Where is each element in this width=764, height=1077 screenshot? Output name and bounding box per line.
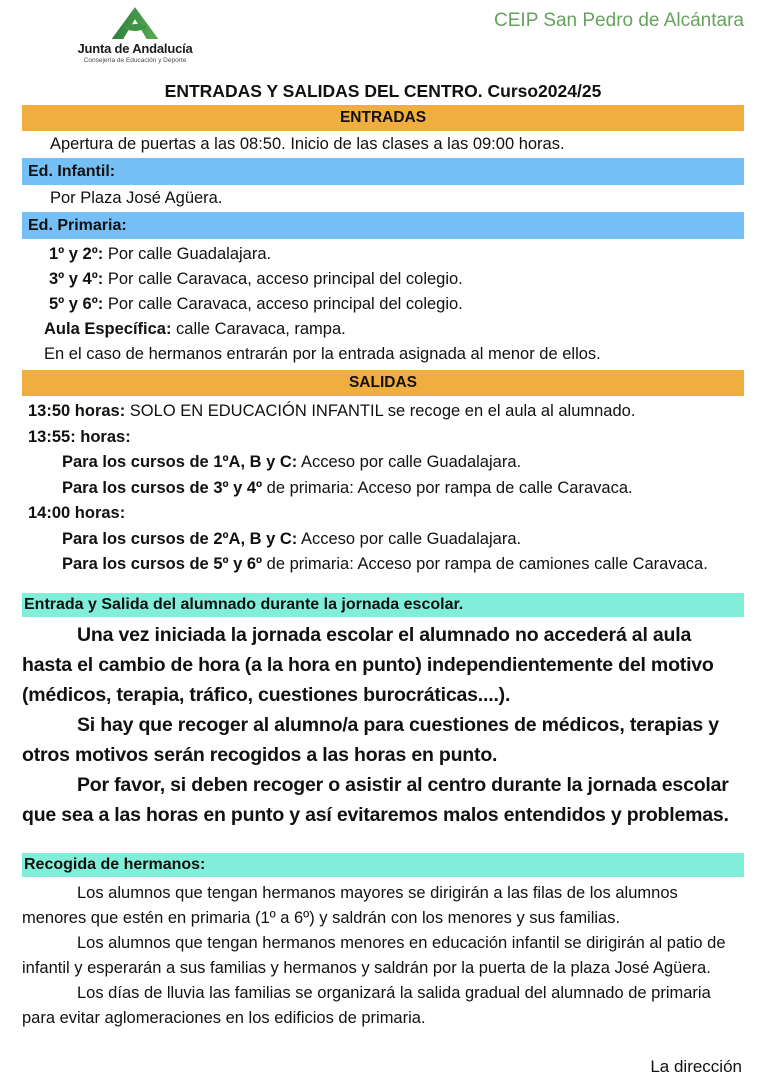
salidas-line-bold: Para los cursos de 3º y 4º <box>62 478 263 497</box>
primaria-line-bold: 3º y 4º: <box>49 270 104 288</box>
salidas-line-bold: 13:55: horas: <box>28 427 131 446</box>
salidas-line <box>22 425 744 451</box>
infantil-line <box>22 185 744 211</box>
salidas-banner: SALIDAS <box>22 370 744 396</box>
salidas-line-bold: 13:50 horas: <box>28 402 126 420</box>
junta-andalucia-a-icon <box>108 6 162 40</box>
hermanos-header: Recogida de hermanos: <box>22 853 744 877</box>
salidas-lines <box>22 399 744 578</box>
primaria-subheader: Ed. Primaria: <box>22 212 744 239</box>
salidas-line-rest: SOLO EN EDUCACIÓN INFANTIL se recoge en el aula al alumnado. <box>125 402 636 420</box>
primaria-line <box>22 317 744 342</box>
jornada-paragraph: Por favor, si deben recoger o asistir al centro durante la jornada escolar que sea a las horas en punto y así evitaremos malos entendidos y problemas. <box>22 773 729 826</box>
jornada-header: Entrada y Salida del alumnado durante la jornada escolar. <box>22 593 744 617</box>
salidas-line-rest: Acceso por calle Guadalajara. <box>297 453 522 471</box>
primaria-line-rest: Por calle Guadalajara. <box>103 245 272 263</box>
primaria-line <box>22 267 744 292</box>
school-name: CEIP San Pedro de Alcántara <box>494 10 744 31</box>
hermanos-paragraph: Los alumnos que tengan hermanos menores en educación infantil se dirigirán al patio de infantil y esperarán a sus familias y hermanos y saldrán por la puerta de la plaza José Agüera. <box>22 933 726 977</box>
salidas-line <box>22 399 744 425</box>
jornada-paragraphs <box>22 620 744 830</box>
jornada-paragraph: Una vez iniciada la jornada escolar el alumnado no accederá al aula hasta el cambio de hora (a la hora en punto) independientemente del motivo (médicos, terapia, tráfico, cuestiones burocráticas....). <box>22 623 714 706</box>
primaria-line-rest: Por calle Caravaca, acceso principal del colegio. <box>103 295 463 313</box>
entradas-intro-line <box>22 131 744 157</box>
document-title: ENTRADAS Y SALIDAS DEL CENTRO. Curso2024/25 <box>164 81 602 101</box>
primaria-line <box>22 342 744 367</box>
entradas-intro-text: Apertura de puertas a las 08:50. Inicio de las clases a las 09:00 horas. <box>50 135 565 153</box>
primaria-line-rest: En el caso de hermanos entrarán por la entrada asignada al menor de ellos. <box>44 345 601 363</box>
jornada-paragraph: Si hay que recoger al alumno/a para cuestiones de médicos, terapias y otros motivos serán recogidos a las horas en punto. <box>22 713 719 766</box>
hermanos-paragraphs <box>22 881 744 1031</box>
salidas-line <box>22 476 744 502</box>
primaria-line-bold: Aula Específica: <box>44 320 172 338</box>
signature: La dirección <box>650 1056 742 1076</box>
primaria-line-bold: 1º y 2º: <box>49 245 104 263</box>
infantil-subheader: Ed. Infantil: <box>22 158 744 185</box>
salidas-line-bold: 14:00 horas: <box>28 504 126 522</box>
salidas-line <box>22 450 744 476</box>
primaria-line <box>22 242 744 267</box>
salidas-line-rest: Acceso por calle Guadalajara. <box>297 529 522 548</box>
salidas-line-bold: Para los cursos de 2ºA, B y C: <box>62 529 298 548</box>
entradas-banner: ENTRADAS <box>22 105 744 131</box>
infantil-line-text: Por Plaza José Agüera. <box>50 189 223 207</box>
primaria-line-rest: calle Caravaca, rampa. <box>171 320 346 338</box>
primaria-lines <box>22 242 744 367</box>
hermanos-paragraph: Los alumnos que tengan hermanos mayores se dirigirán a las filas de los alumnos menores que estén en primaria (1º a 6º) y saldrán con los menores y sus familias. <box>22 883 678 927</box>
logo-subtitle: Consejería de Educación y Deporte <box>83 57 187 64</box>
salidas-line <box>22 527 744 553</box>
primaria-line-rest: Por calle Caravaca, acceso principal del colegio. <box>103 270 463 288</box>
primaria-line <box>22 292 744 317</box>
salidas-line-rest: de primaria: Acceso por rampa de calle Caravaca. <box>262 478 633 497</box>
logo-title: Junta de Andalucía <box>77 41 193 56</box>
hermanos-paragraph: Los días de lluvia las familias se organizará la salida gradual del alumnado de primaria para evitar aglomeraciones en los edificios de primaria. <box>22 983 711 1027</box>
primaria-line-bold: 5º y 6º: <box>49 295 104 313</box>
document-header <box>22 6 744 68</box>
junta-andalucia-logo <box>60 6 210 64</box>
salidas-line-bold: Para los cursos de 5º y 6º <box>62 555 263 573</box>
salidas-line-bold: Para los cursos de 1ºA, B y C: <box>62 453 298 471</box>
salidas-line <box>22 501 744 527</box>
salidas-line <box>22 552 744 578</box>
salidas-line-rest: de primaria: Acceso por rampa de camiones calle Caravaca. <box>262 555 708 573</box>
